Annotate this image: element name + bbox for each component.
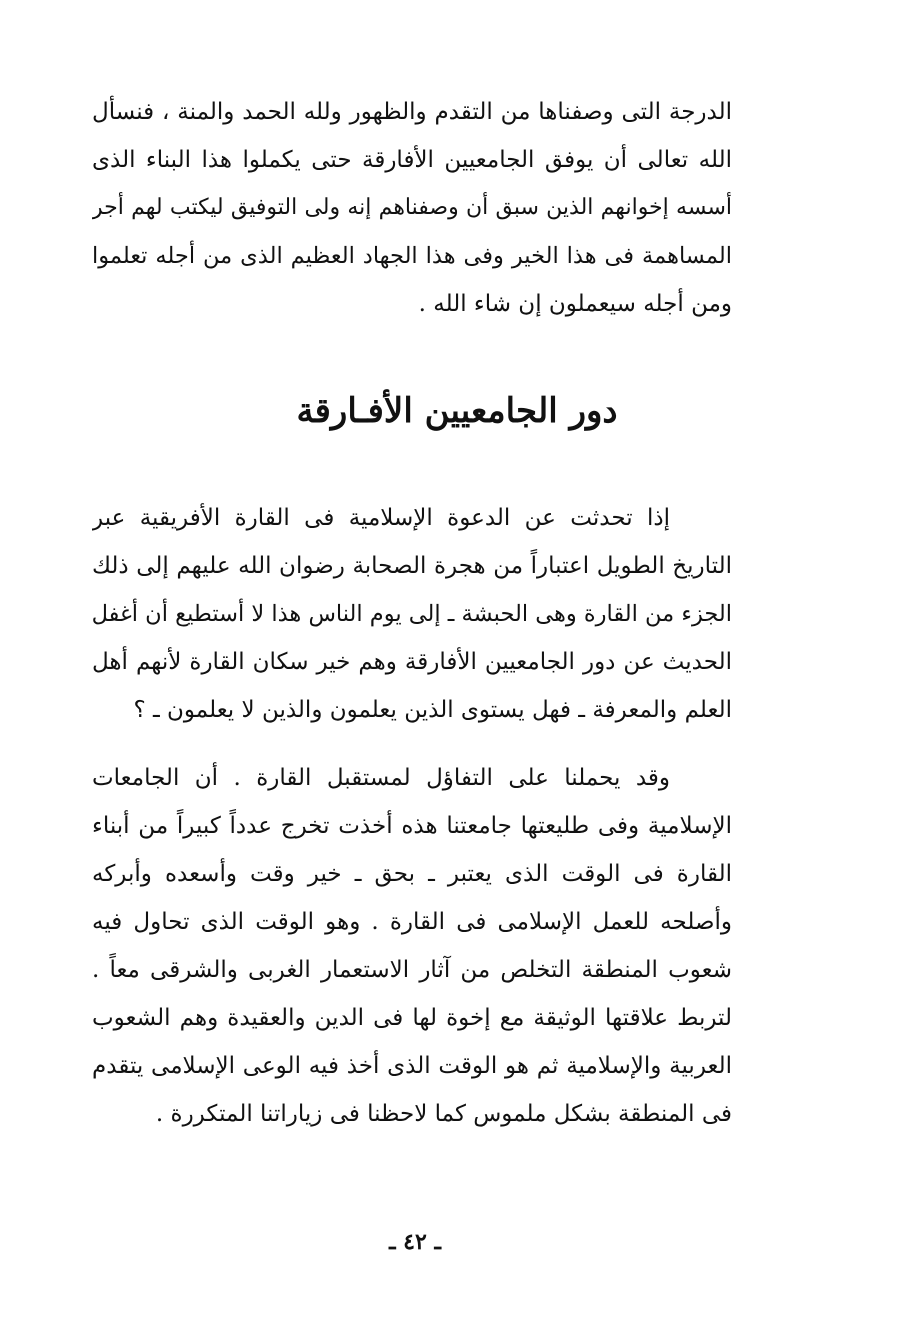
paragraph-dawah <box>92 494 732 734</box>
text-line: شعوب المنطقة التخلص من آثار الاستعمار الغربى والشرقى معاً . <box>92 957 732 983</box>
text-line: العربية والإسلامية ثم هو الوقت الذى أخذ فيه الوعى الإسلامى يتقدم <box>92 1053 732 1079</box>
paragraph-optimism <box>92 754 732 1138</box>
text-line: ومن أجله سيعملون إن شاء الله . <box>418 291 732 317</box>
text-line: إذا تحدثت عن الدعوة الإسلامية فى القارة الأفريقية عبر <box>92 505 670 531</box>
text-line: الحديث عن دور الجامعيين الأفارقة وهم خير سكان القارة لأنهم أهل <box>92 649 732 675</box>
page-number: ـ ٤٢ ـ <box>389 1229 441 1255</box>
intro-paragraph <box>92 88 732 328</box>
text-line: المساهمة فى هذا الخير وفى هذا الجهاد العظيم الذى من أجله تعلموا <box>92 243 732 269</box>
text-line: التاريخ الطويل اعتباراً من هجرة الصحابة رضوان الله عليهم إلى ذلك <box>92 553 732 579</box>
text-line: القارة فى الوقت الذى يعتبر ـ بحق ـ خير وقت وأسعده وأبركه <box>92 861 732 887</box>
section-heading: دور الجامعيين الأفـارقة <box>296 391 618 431</box>
text-line: العلم والمعرفة ـ فهل يستوى الذين يعلمون والذين لا يعلمون ـ ؟ <box>133 697 732 723</box>
text-line: الله تعالى أن يوفق الجامعيين الأفارقة حتى يكملوا هذا البناء الذى <box>92 147 732 173</box>
text-line: الإسلامية وفى طليعتها جامعتنا هذه أخذت تخرج عدداً كبيراً من أبناء <box>92 813 732 839</box>
text-line: فى المنطقة بشكل ملموس كما لاحظنا فى زياراتنا المتكررة . <box>155 1101 732 1127</box>
text-line: وأصلحه للعمل الإسلامى فى القارة . وهو الوقت الذى تحاول فيه <box>92 909 732 935</box>
text-line: أسسه إخوانهم الذين سبق أن وصفناهم إنه ولى التوفيق ليكتب لهم أجر <box>92 195 732 220</box>
text-line: لتربط علاقتها الوثيقة مع إخوة لها فى الدين والعقيدة وهم الشعوب <box>92 1005 732 1031</box>
text-line: الجزء من القارة وهى الحبشة ـ إلى يوم الناس هذا لا أستطيع أن أغفل <box>92 601 732 627</box>
text-line: الدرجة التى وصفناها من التقدم والظهور ولله الحمد والمنة ، فنسأل <box>92 99 732 125</box>
text-line: وقد يحملنا على التفاؤل لمستقبل القارة . أن الجامعات <box>92 765 670 791</box>
